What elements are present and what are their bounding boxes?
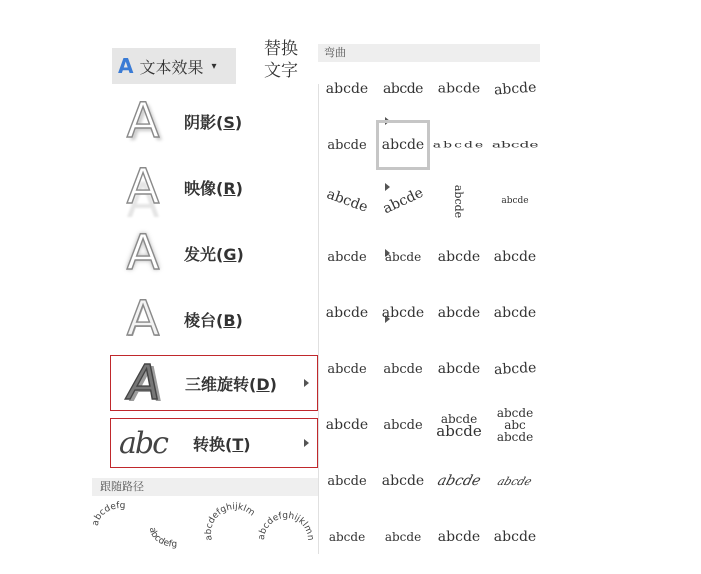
warp-sample-text: abcde (491, 140, 539, 150)
warp-option-27[interactable] (432, 400, 486, 450)
warp-sample-text: abcde (327, 137, 367, 153)
warp-option-6[interactable] (376, 120, 430, 170)
glow-icon: A (126, 225, 160, 281)
warp-sample-text: abcde (437, 361, 481, 377)
warp-option-8[interactable] (488, 120, 542, 170)
warp-sample-text: abcde (384, 530, 422, 544)
bevel-icon: A (126, 291, 160, 347)
warp-option-31[interactable] (432, 456, 486, 506)
warp-sample-text: abcde (493, 305, 537, 321)
warp-option-28[interactable] (488, 400, 542, 450)
warp-sample-text: abcde (383, 417, 423, 433)
replace-text-label-line1: 替换 (264, 39, 298, 59)
submenu-arrow-icon (304, 439, 309, 447)
text-effects-button[interactable] (112, 48, 236, 84)
warp-option-23[interactable] (432, 344, 486, 394)
warp-sample-text: abcde (381, 305, 425, 321)
follow-path-sample: abcdefghijklm (203, 502, 257, 542)
warp-option-11[interactable] (432, 176, 486, 226)
warp-option-30[interactable] (376, 456, 430, 506)
warp-option-13[interactable] (320, 232, 374, 282)
menu-item-key: S (223, 112, 235, 132)
follow-path-circle[interactable] (204, 502, 257, 541)
warp-option-17[interactable] (320, 288, 374, 338)
warp-option-3[interactable] (432, 64, 486, 114)
follow-path-button[interactable] (92, 496, 315, 541)
menu-item-key: D (256, 374, 270, 394)
warp-option-32[interactable] (488, 456, 542, 506)
warp-option-36[interactable] (488, 512, 542, 562)
chevron-down-icon: ▾ (211, 60, 217, 72)
menu-item-transform[interactable]: abc 转换(T) (110, 418, 318, 468)
warp-sample-text: abcde (452, 184, 466, 218)
follow-path-arch-up[interactable] (92, 501, 125, 527)
warp-sample-text: abc (504, 418, 526, 432)
warp-option-15[interactable] (432, 232, 486, 282)
warp-sample-text: abcde (383, 361, 423, 377)
warp-option-16[interactable] (488, 232, 542, 282)
shadow-icon: A (126, 93, 160, 149)
menu-item-key: R (223, 178, 236, 198)
menu-item-label: 发光 (184, 244, 217, 264)
warp-sample-text: abcde (327, 473, 367, 489)
warp-option-24[interactable] (488, 344, 542, 394)
warp-option-19[interactable] (432, 288, 486, 338)
warp-header: 弯曲 (318, 44, 540, 62)
warp-sample-text: abcde (501, 196, 529, 206)
replace-text-button[interactable] (256, 38, 306, 84)
warp-option-22[interactable] (376, 344, 430, 394)
warp-sample-text: abcde (495, 474, 535, 488)
warp-sample-text: abcde (440, 412, 478, 426)
follow-path-sample: abcdefg (146, 526, 178, 550)
warp-sample-text: abcde (493, 79, 537, 99)
warp-option-20[interactable] (488, 288, 542, 338)
menu-item-key: T (232, 434, 244, 454)
warp-sample-text: abcde (435, 473, 483, 489)
warp-option-2[interactable] (376, 64, 430, 114)
warp-sample-text: abcde (325, 305, 369, 321)
menu-item-label: 映像 (184, 178, 217, 198)
warp-sample-text: abcde (383, 81, 423, 97)
menu-item-glow[interactable]: A 发光(G) (110, 224, 404, 282)
warp-option-35[interactable] (432, 512, 486, 562)
warp-option-21[interactable] (320, 344, 374, 394)
warp-sample-text: abcde (493, 359, 537, 379)
warp-sample-text: abcde (437, 81, 481, 97)
warp-sample-text: abcde (381, 473, 425, 489)
warp-sample-text: abcde (496, 406, 534, 420)
warp-sample-text: abcde (493, 529, 537, 545)
menu-item-bevel[interactable]: A 棱台(B) (110, 290, 404, 348)
warp-sample-text: abcde (493, 249, 537, 265)
warp-sample-text: abcde (384, 250, 422, 264)
menu-item-label: 阴影 (184, 112, 217, 132)
warp-gallery (318, 62, 540, 562)
svg-text:abcdefg (92, 501, 125, 527)
warp-option-14[interactable] (376, 232, 430, 282)
warp-option-26[interactable] (376, 400, 430, 450)
warp-sample-text: abcde (437, 529, 481, 545)
warp-sample-text: abcde (327, 361, 367, 377)
menu-item-shadow[interactable]: A 阴影(S) (110, 92, 404, 150)
warp-option-33[interactable] (320, 512, 374, 562)
replace-text-label-line2: 文字 (264, 61, 298, 81)
follow-path-arch-down[interactable] (147, 527, 177, 550)
warp-option-12[interactable] (488, 176, 542, 226)
follow-path-header: 跟随路径 (92, 478, 318, 496)
warp-sample-text: abcde (325, 417, 369, 433)
follow-path-sample: abcdefghijklmn (256, 510, 316, 542)
menu-item-label: 三维旋转 (185, 374, 250, 394)
warp-option-1[interactable] (320, 64, 374, 114)
warp-option-7[interactable] (432, 120, 486, 170)
warp-sample-text: abcde (324, 186, 370, 216)
follow-path-sample: bcdefg (92, 500, 126, 523)
warp-sample-text: abcde (327, 249, 367, 265)
warp-sample-text: abcde (328, 530, 366, 544)
warp-option-10[interactable] (376, 176, 430, 226)
menu-item-label: 转换 (193, 434, 226, 454)
warp-option-9[interactable] (320, 176, 374, 226)
warp-option-4[interactable] (488, 64, 542, 114)
text-effects-label: 文本效果 (139, 57, 204, 77)
svg-text:abcdefghijklm (204, 502, 257, 541)
3d-rotation-icon: A (122, 355, 166, 411)
warp-sample-text: abcde (437, 249, 481, 265)
reflection-icon: A (126, 159, 160, 215)
warp-sample-text: abcde (381, 137, 425, 153)
warp-sample-text: abcde (432, 140, 486, 150)
warp-sample-text: abcde (325, 81, 369, 97)
follow-path-samples (92, 496, 318, 554)
menu-item-label: 棱台 (184, 310, 217, 330)
warp-sample-text: abcde (437, 305, 481, 321)
submenu-arrow-icon (304, 379, 309, 387)
menu-item-reflection[interactable]: A 映像(R) (110, 158, 404, 216)
svg-text:abcdefg (147, 527, 177, 550)
warp-option-29[interactable] (320, 456, 374, 506)
warp-sample-text: abcde (380, 184, 426, 218)
warp-option-5[interactable] (320, 120, 374, 170)
menu-item-key: B (223, 310, 236, 330)
warp-sample-text: abcde (496, 430, 534, 444)
warp-option-25[interactable] (320, 400, 374, 450)
menu-item-key: G (223, 244, 237, 264)
svg-text:abcdefghijklmno (92, 496, 315, 541)
warp-option-18[interactable] (376, 288, 430, 338)
follow-path-gallery (92, 496, 318, 554)
text-effects-icon: A (118, 54, 134, 78)
menu-item-3d-rotation[interactable]: A 三维旋转(D) (110, 355, 318, 411)
warp-option-34[interactable] (376, 512, 430, 562)
warp-sample-text: abcde (436, 422, 482, 440)
transform-icon: abc (119, 425, 167, 461)
